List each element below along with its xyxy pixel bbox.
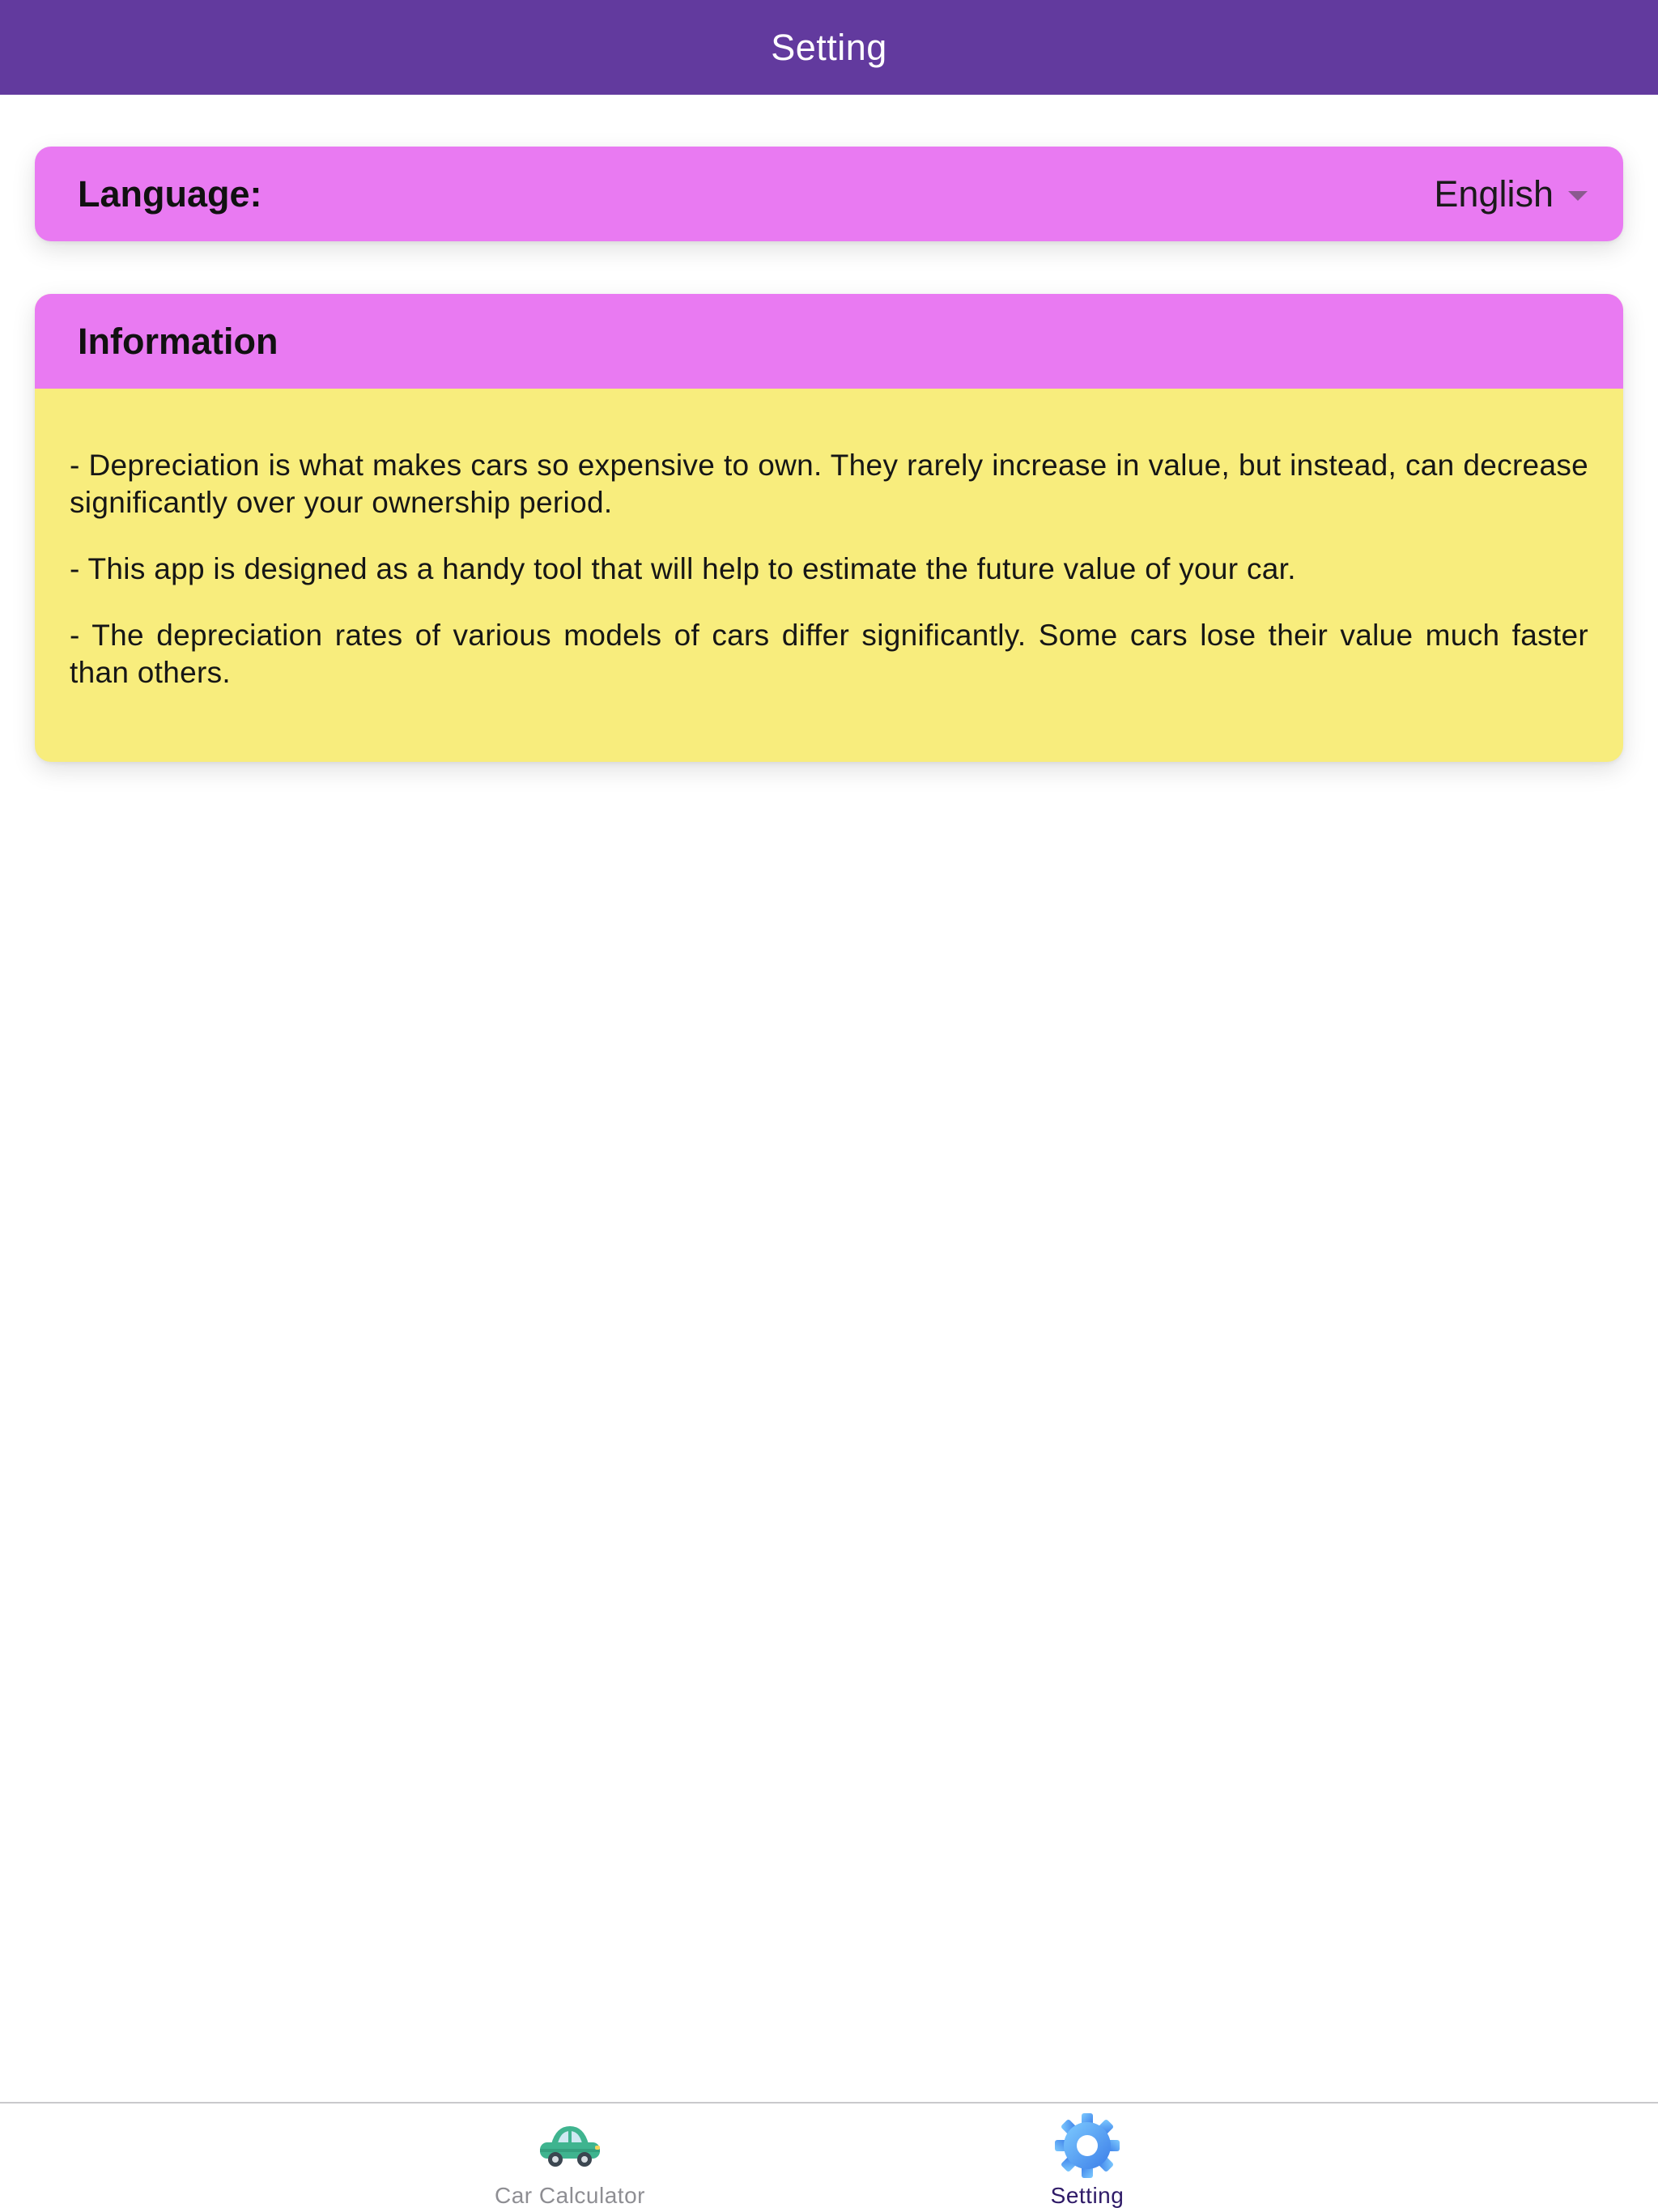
- information-header: [35, 294, 1623, 389]
- language-dropdown[interactable]: [1434, 173, 1588, 215]
- tab-car-calculator-label: Car Calculator: [495, 2183, 645, 2208]
- app-bar: [0, 0, 1658, 95]
- tab-car-calculator[interactable]: [449, 2104, 691, 2212]
- language-card: [35, 147, 1623, 241]
- caret-down-icon: [1568, 191, 1588, 201]
- tab-setting-label: Setting: [1050, 2183, 1124, 2208]
- information-paragraph: - The depreciation rates of various models of cars differ significantly. Some cars lose their value much faster than others.: [70, 619, 1588, 689]
- information-card: [35, 294, 1623, 762]
- language-label: Language:: [78, 172, 262, 215]
- language-selected-value: English: [1434, 172, 1554, 215]
- gear-icon: [1051, 2113, 1124, 2178]
- car-icon: [534, 2113, 606, 2178]
- tab-setting[interactable]: [966, 2104, 1209, 2212]
- page-title: Setting: [771, 26, 887, 68]
- information-title: Information: [78, 320, 278, 362]
- information-paragraph: - Depreciation is what makes cars so expensive to own. They rarely increase in value, but instead, can decrease significantly over your ownership period.: [70, 449, 1588, 519]
- bottom-tab-bar: [0, 2102, 1658, 2212]
- information-body: [35, 389, 1623, 691]
- information-paragraph: - This app is designed as a handy tool that will help to estimate the future value of your car.: [70, 552, 1296, 585]
